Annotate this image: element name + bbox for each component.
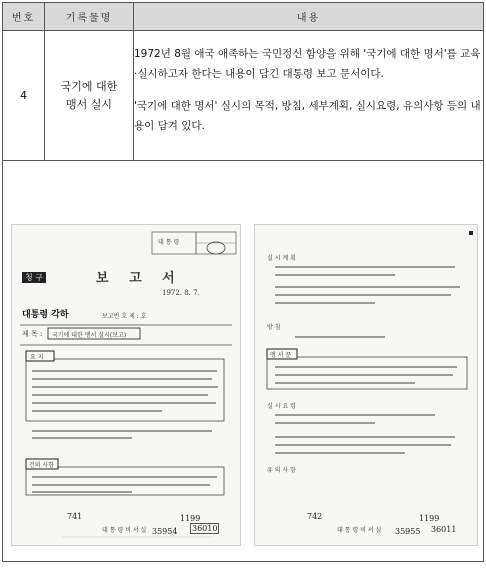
left-subject-label: 제 목 : — [22, 330, 43, 338]
left-head-box: 청 구 — [22, 272, 46, 283]
right-box-label: 맹 서 문 — [270, 352, 292, 359]
record-title-line2: 맹서 실시 — [65, 97, 112, 111]
left-section-label: 요 지 — [30, 354, 44, 361]
right-section-1: 실 시 계 획 — [267, 255, 296, 262]
record-content — [134, 31, 484, 161]
right-page-number: 742 — [307, 512, 323, 521]
left-doc-title: 보 고 서 — [96, 271, 183, 286]
record-title — [45, 31, 134, 161]
left-serial-3: 36010 — [192, 524, 218, 533]
scan-markings-right — [255, 225, 477, 545]
left-stamp-label: 대 통 령 — [158, 239, 180, 246]
header-number: 번호 — [3, 3, 45, 31]
left-subject: 국기에 대한 맹서 실시(보고) — [52, 332, 127, 339]
record-row — [3, 31, 484, 161]
document-images-cell — [3, 161, 484, 562]
record-number: 4 — [3, 31, 45, 161]
right-section-4: 유 의 사 항 — [267, 467, 296, 474]
header-row — [3, 3, 484, 31]
left-conclusion-label: 건의 사항 — [29, 462, 55, 469]
left-serial-1: 1199 — [180, 514, 201, 523]
right-office-name: 대 통 령 비 서 실 — [337, 527, 382, 534]
scanned-page-left — [12, 225, 240, 545]
record-title-line1: 국기에 대한 — [60, 79, 118, 93]
header-title: 기록물명 — [45, 3, 134, 31]
right-section-3: 실 시 요 령 — [267, 403, 296, 410]
content-paragraph-1: 1972년 8월 애국 애족하는 국민정신 함양을 위해 '국기에 대한 명서'를 교육·실시하고자 한다는 내용이 담긴 대통령 보고 문서이다. — [134, 47, 481, 80]
left-report-no: 보고번 호 제 : 호 — [102, 313, 147, 320]
header-content: 내용 — [134, 3, 484, 31]
left-date: 1972. 8. 7. — [162, 289, 200, 297]
record-table — [2, 2, 484, 562]
content-paragraph-2: '국기에 대한 명서' 실시의 목적, 방침, 세부계획, 실시요령, 유의사항 등의 내용이 담겨 있다. — [134, 99, 481, 132]
right-section-2: 방 침 — [267, 324, 281, 331]
left-page-number: 741 — [67, 512, 83, 521]
right-serial-1: 1199 — [419, 514, 440, 523]
left-addressee: 대통령 각하 — [22, 310, 69, 320]
left-serial-2: 35954 — [152, 527, 178, 536]
right-serial-2: 35955 — [395, 527, 421, 536]
scanned-page-right — [255, 225, 477, 545]
right-serial-3: 36011 — [431, 525, 457, 534]
left-office-name: 대 통 령 비 서 실 — [102, 527, 147, 534]
